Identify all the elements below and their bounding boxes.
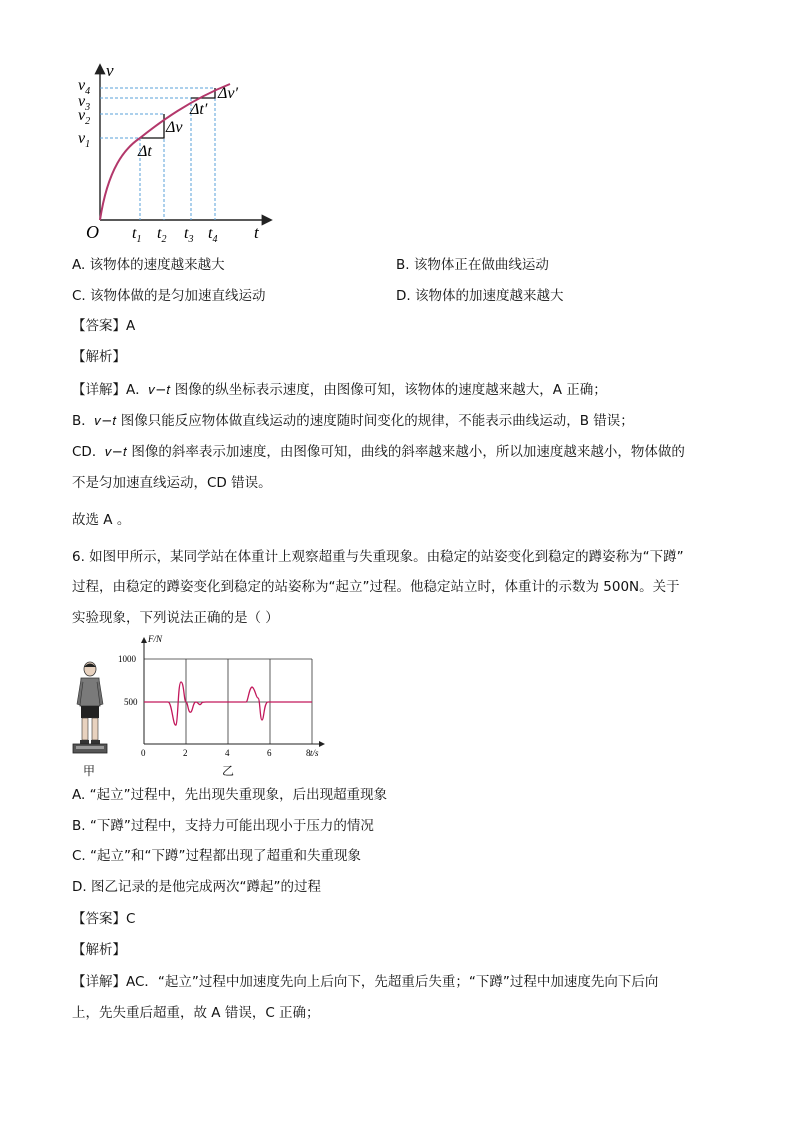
svg-text:6: 6 [267,748,272,758]
svg-text:0: 0 [141,748,146,758]
q6-detail-2: 上，先失重后超重，故 A 错误，C 正确； [72,1005,320,1021]
figure-label-yi: 乙 [222,764,235,778]
q6-option-c: C. “起立”和“下蹲”过程都出现了超重和失重现象 [72,848,361,864]
q5-answer: 【答案】A [72,318,136,334]
svg-text:Δv′: Δv′ [218,85,238,102]
svg-text:t1: $t_1$ [132,225,142,245]
vt-origin: O [86,222,99,242]
svg-text:8: 8 [306,748,311,758]
q5-option-a: A. 该物体的速度越来越大 [72,257,225,273]
force-time-graph [112,632,342,762]
svg-text:v1: $v_1$ [78,130,91,150]
force-x-label: t/s [310,748,319,758]
vt-y-label: v [106,61,114,80]
svg-text:500: 500 [124,697,138,707]
q6-answer: 【答案】C [72,911,136,927]
q6-option-b: B. “下蹲”过程中，支持力可能出现小于压力的情况 [72,818,374,834]
svg-text:t2: $t_2$ [157,225,167,245]
person-on-scale-figure [70,660,110,756]
vt-curve [100,84,230,220]
q5-conclusion: 故选 A 。 [72,512,131,528]
q6-analysis-title: 【解析】 [72,942,126,958]
svg-text:Δt′: Δt′ [190,101,208,118]
q6-stem-1: 6. 如图甲所示，某同学站在体重计上观察超重与失重现象。由稳定的站姿变化到稳定的蹲姿称为“下蹲” [72,549,684,565]
svg-text:Δv: Δv [166,119,183,136]
svg-text:Δt: Δt [138,143,152,160]
q6-detail-1: 【详解】AC．“起立”过程中加速度先向上后向下，先超重后失重；“下蹲”过程中加速度先向下后向 [72,974,659,990]
svg-text:2: 2 [183,748,188,758]
svg-text:v3: $v_3$ [78,93,91,113]
q6-stem-3: 实验现象，下列说法正确的是（ ） [72,610,279,626]
q6-stem-2: 过程，由稳定的蹲姿变化到稳定的站姿称为“起立”过程。他稳定站立时，体重计的示数为 500N。关于 [72,579,680,595]
svg-text:1000: 1000 [118,654,136,664]
q5-option-c: C. 该物体做的是匀加速直线运动 [72,288,266,304]
q5-detail-1: 【详解】A．𝑣−𝑡 图像的纵坐标表示速度，由图像可知，该物体的速度越来越大，A 正确； [72,382,607,398]
q5-analysis-title: 【解析】 [72,349,126,365]
svg-text:v2: $v_2$ [78,107,91,127]
q5-option-b: B. 该物体正在做曲线运动 [396,257,549,273]
q5-detail-4: 不是匀加速直线运动，CD 错误。 [72,475,272,491]
svg-text:t3: $t_3$ [184,225,194,245]
q5-detail-3: CD．𝑣−𝑡 图像的斜率表示加速度，由图像可知，曲线的斜率越来越小，所以加速度越来越小，物体做的 [72,444,685,460]
svg-text:4: 4 [225,748,230,758]
q5-detail-2: B．𝑣−𝑡 图像只能反应物体做直线运动的速度随时间变化的规律，不能表示曲线运动，B 错误； [72,413,634,429]
q5-option-d: D. 该物体的加速度越来越大 [396,288,564,304]
svg-text:t4: $t_4$ [208,225,218,245]
q6-option-d: D. 图乙记录的是他完成两次“蹲起”的过程 [72,879,321,895]
q6-option-a: A. “起立”过程中，先出现失重现象，后出现超重现象 [72,787,388,803]
svg-text:v4: $v_4$ [78,77,91,97]
figure-label-jia: 甲 [83,764,96,778]
force-y-label: F/N [148,634,163,644]
vt-graph [70,58,290,248]
vt-x-label: t [254,223,259,242]
